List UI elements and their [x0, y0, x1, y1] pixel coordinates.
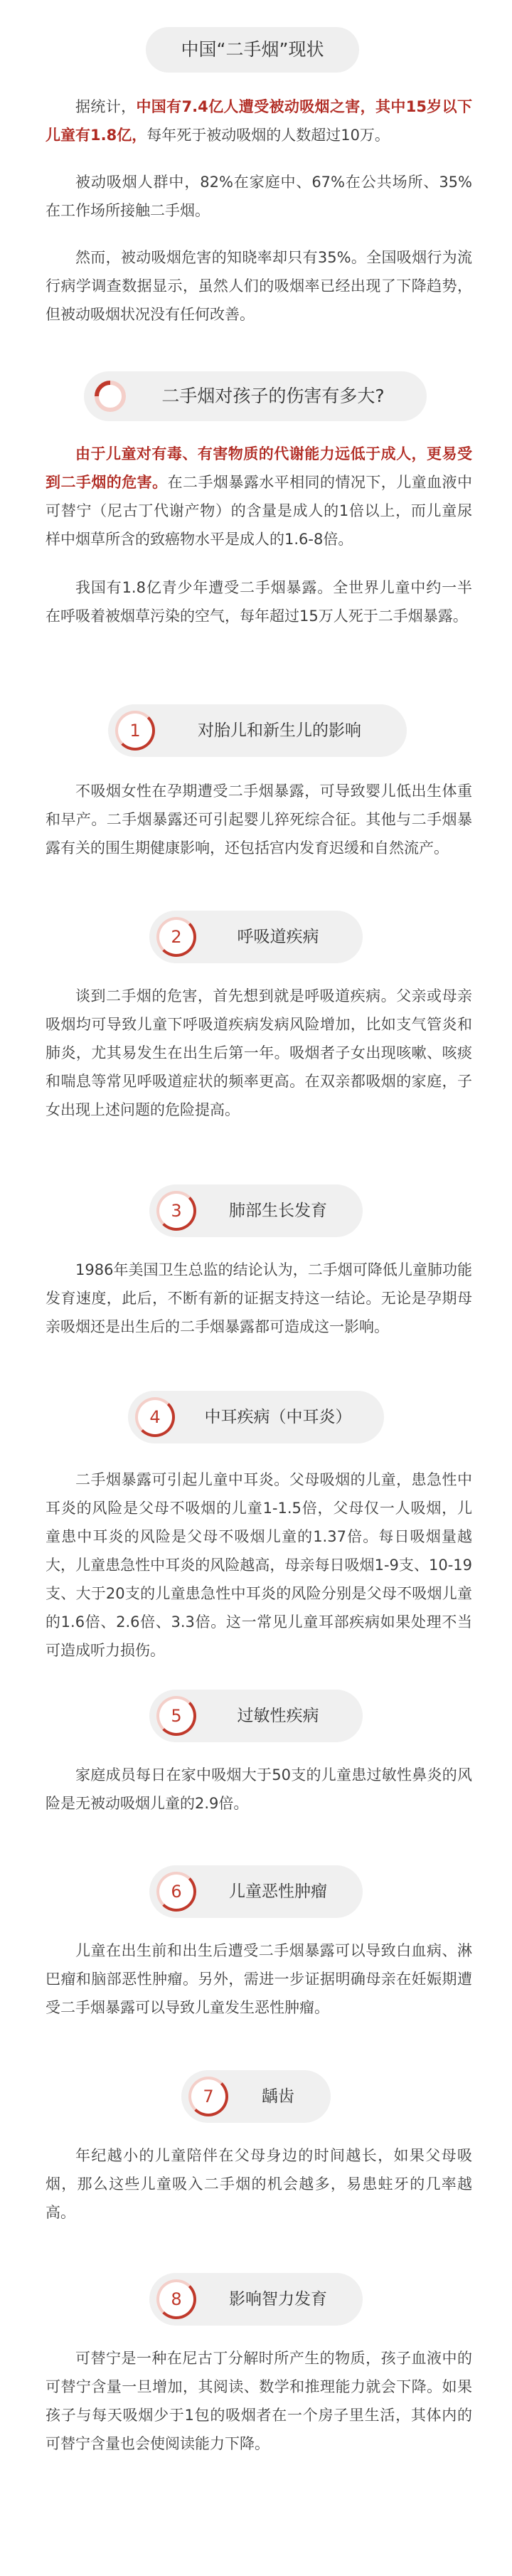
intro-highlight-text: 中国有7.4亿人遭受被动吸烟之害，其中15岁以下儿童有1.8亿， [46, 98, 472, 144]
section-body-6: 儿童在出生前和出生后遭受二手烟暴露可以导致白血病、淋巴瘤和脑部恶性肿瘤。另外，需进一步证据明确母亲在妊娠期遭受二手烟暴露可以导致儿童发生恶性肿瘤。 [46, 1942, 472, 2016]
intro-tail-text: 每年死于被动吸烟的人数超过10万。 [146, 127, 390, 144]
page-title: 中国“二手烟”现状 [146, 27, 359, 73]
section-body-3: 1986年美国卫生总监的结论认为，二手烟可降低儿童肺功能发育速度，此后，不断有新的证据支持这一结论。无论是孕期母亲吸烟还是出生后的二手烟暴露都可造成这一影响。 [46, 1261, 472, 1335]
section-heading-4 [128, 1391, 384, 1443]
section-number-badge: 4 [135, 1397, 175, 1437]
harm-highlight-text: 由于儿童对有毒、有害物质的代谢能力远低于成人，更易受到二手烟的危害。 [46, 445, 472, 491]
section-heading-2 [149, 911, 363, 963]
section-number-badge: 6 [156, 1872, 196, 1912]
section-heading-3 [149, 1184, 363, 1237]
section-body-2: 谈到二手烟的危害，首先想到就是呼吸道疾病。父亲或母亲吸烟均可导致儿童下呼吸道疾病发病风险增加，比如支气管炎和肺炎，尤其易发生在出生后第一年。吸烟者子女出现咳嗽、咳痰和喘息等常见呼吸道症状的频率更高。在双亲都吸烟的家庭，子女出现上述问题的危险提高。 [46, 987, 472, 1118]
section-number-badge: 2 [156, 917, 196, 957]
section-title: 中耳疾病（中耳炎） [204, 1408, 352, 1426]
section-body-4: 二手烟暴露可引起儿童中耳炎。父母吸烟的儿童，患急性中耳炎的风险是父母不吸烟的儿童1-1.5倍，父母仅一人吸烟，儿童患中耳炎的风险是父母不吸烟儿童的1.37倍。每日吸烟量越大，儿童患急性中耳炎的风险越高，母亲每日吸烟1-9支、10-19支、大于20支的儿童患急性中耳炎的风险分别是父母不吸烟儿童的1.6倍、2.6倍、3.3倍。这一常见儿童耳部疾病如果处理不当可造成听力损伤。 [46, 1471, 472, 1659]
section-number-badge: 7 [188, 2077, 228, 2116]
section-title: 肺部生长发育 [229, 1202, 327, 1220]
section-body-7: 年纪越小的儿童陪伴在父母身边的时间越长，如果父母吸烟，那么这些儿童吸入二手烟的机会越多，易患蛀牙的几率越高。 [46, 2147, 472, 2221]
section-body-8: 可替宁是一种在尼古丁分解时所产生的物质，孩子血液中的可替宁含量一旦增加，其阅读、数学和推理能力就会下降。如果孩子与每天吸烟少于1包的吸烟者在一个房子里生活，其体内的可替宁含量也会使阅读能力下降。 [46, 2350, 472, 2452]
section-heading-6 [149, 1865, 363, 1918]
harm-paragraph-1 [46, 440, 472, 553]
section-body-5: 家庭成员每日在家中吸烟大于50支的儿童患过敏性鼻炎的风险是无被动吸烟儿童的2.9倍。 [46, 1766, 472, 1812]
section-number-badge: 3 [156, 1191, 196, 1231]
harm-paragraph-2: 我国有1.8亿青少年遭受二手烟暴露。全世界儿童中约一半在呼吸着被烟草污染的空气，每年超过15万人死于二手烟暴露。 [46, 579, 472, 625]
section-heading-7 [181, 2070, 331, 2123]
intro-paragraph-3: 然而，被动吸烟危害的知晓率却只有35%。全国吸烟行为流行病学调查数据显示，虽然人们的吸烟率已经出现了下降趋势，但被动吸烟状况没有任何改善。 [46, 249, 472, 323]
question-heading [84, 371, 427, 421]
section-title: 龋齿 [262, 2087, 294, 2106]
harm-tail-text: 在二手烟暴露水平相同的情况下，儿童血液中可替宁（尼古丁代谢产物）的含量是成人的1倍以上，而儿童尿样中烟草所含的致癌物水平是成人的1.6-8倍。 [46, 474, 473, 548]
section-title: 过敏性疾病 [237, 1707, 319, 1725]
intro-paragraph-1 [46, 92, 472, 149]
section-number-badge: 1 [115, 711, 155, 751]
section-title: 呼吸道疾病 [237, 928, 319, 946]
question-text: 二手烟对孩子的伤害有多大? [161, 386, 385, 406]
section-body-1: 不吸烟女性在孕期遭受二手烟暴露，可导致婴儿低出生体重和早产。二手烟暴露还可引起婴儿猝死综合征。其他与二手烟暴露有关的围生期健康影响，还包括宫内发育迟缓和自然流产。 [46, 783, 472, 857]
section-heading-5 [149, 1690, 363, 1742]
intro-lead-text: 据统计， [75, 98, 137, 115]
section-number-badge: 8 [156, 2279, 196, 2319]
section-heading-1 [108, 704, 407, 757]
section-title: 对胎儿和新生儿的影响 [198, 721, 361, 740]
ring-icon [92, 378, 128, 414]
section-number-badge: 5 [156, 1696, 196, 1736]
section-heading-8 [149, 2273, 363, 2326]
section-title: 影响智力发育 [229, 2290, 327, 2309]
section-title: 儿童恶性肿瘤 [229, 1882, 327, 1901]
intro-paragraph-2: 被动吸烟人群中，82%在家庭中、67%在公共场所、35%在工作场所接触二手烟。 [46, 174, 472, 219]
